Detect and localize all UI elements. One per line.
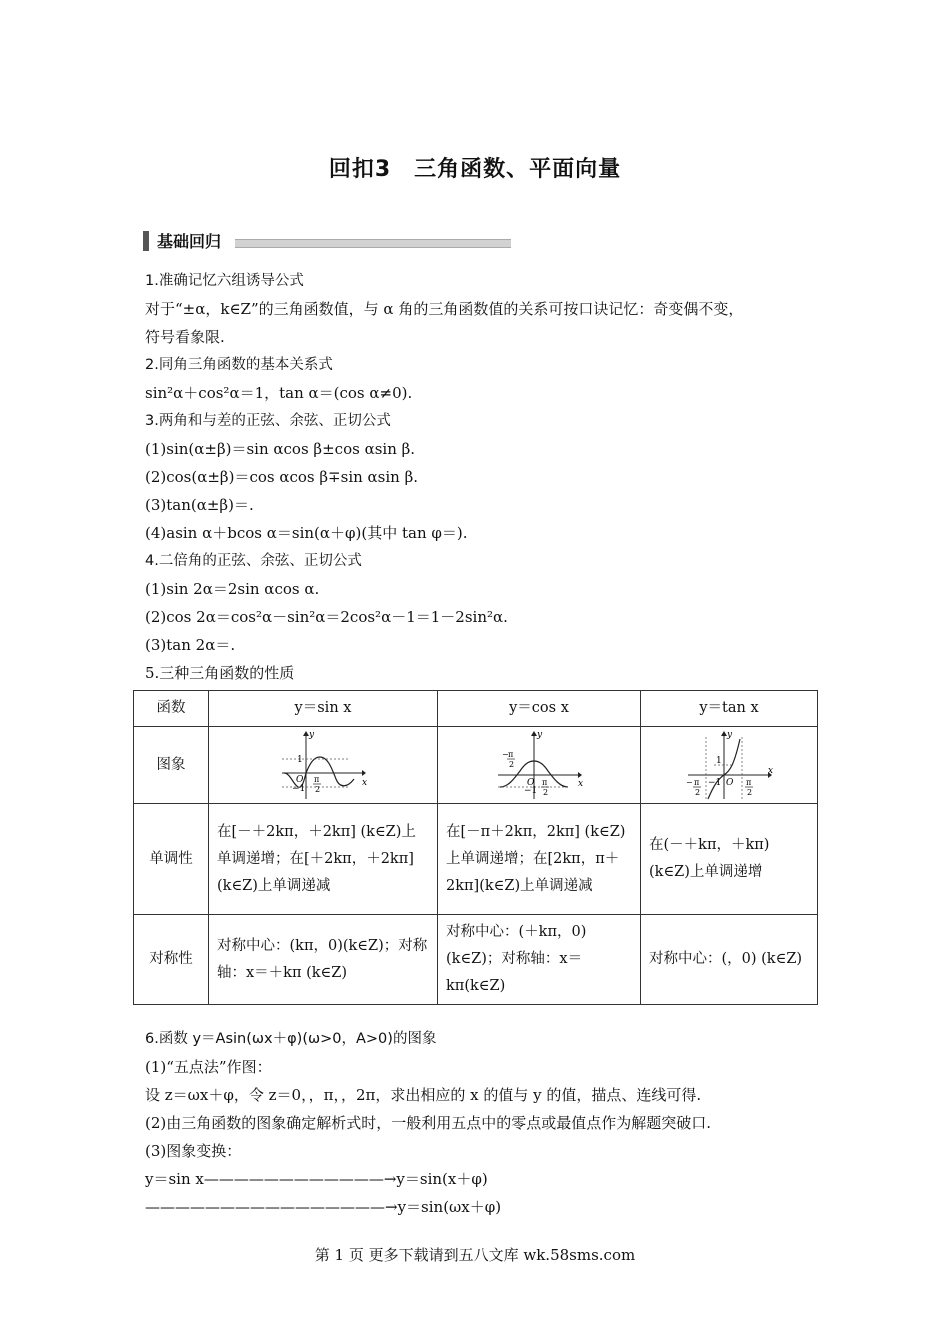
- tick-pi: π: [542, 778, 548, 787]
- formula-line: (4)asin α＋bcos α＝sin(α＋φ)(其中 tan φ＝).: [145, 524, 468, 542]
- x-axis-arrow: [362, 770, 366, 776]
- tick-one: 1: [716, 756, 722, 766]
- table-cell: 在[－＋2kπ，＋2kπ] (k∈Z)上单调递增；在[＋2kπ，＋2kπ] (k∈Z)上单调递减: [209, 804, 438, 915]
- text-line: (2)由三角函数的图象确定解析式时，一般利用五点中的零点或最值点作为解题突破口.: [145, 1114, 712, 1132]
- x-axis-arrow: [578, 772, 582, 778]
- section-title: 基础回归: [157, 232, 222, 251]
- text-line: (1)“五点法”作图：: [145, 1058, 272, 1076]
- trig-properties-table: [133, 690, 818, 1005]
- heading-3: 3.两角和与差的正弦、余弦、正切公式: [145, 413, 391, 429]
- y-label: y: [537, 730, 543, 740]
- heading-4: 4.二倍角的正弦、余弦、正切公式: [145, 553, 362, 569]
- table-cell: y＝cos x: [438, 691, 641, 727]
- section-rule: [235, 239, 511, 248]
- table-cell: 对称中心：(kπ，0)(k∈Z)；对称轴：x＝＋kπ (k∈Z): [209, 915, 438, 1005]
- table-cell: y＝sin x: [209, 691, 438, 727]
- formula-line: (1)sin 2α＝2sin αcos α.: [145, 580, 320, 598]
- transform-line: ————————————————→y＝sin(ωx＋φ): [145, 1198, 502, 1216]
- heading-6: 6.函数 y＝Asin(ωx＋φ)(ω>0，A>0)的图象: [145, 1031, 437, 1047]
- y-label: y: [309, 730, 315, 740]
- origin-label: O: [296, 775, 304, 785]
- tan-graph: [684, 729, 774, 801]
- tick-pi: π: [746, 778, 752, 787]
- formula-line: (3)tan(α±β)＝.: [145, 496, 254, 514]
- table-row-symmetry: [134, 915, 818, 1005]
- section-header: [143, 229, 511, 252]
- x-label: x: [768, 766, 774, 776]
- table-cell: 图象: [134, 727, 209, 804]
- heading-1: 1.准确记忆六组诱导公式: [145, 273, 304, 289]
- formula-line: sin²α＋cos²α＝1，tan α＝(cos α≠0).: [145, 384, 413, 402]
- formula-line: (2)cos(α±β)＝cos αcos β∓sin αsin β.: [145, 468, 419, 486]
- table-cell: 对称性: [134, 915, 209, 1005]
- table-cell: 单调性: [134, 804, 209, 915]
- text-line: 符号看象限.: [145, 328, 225, 346]
- tick-one: 1: [297, 755, 303, 765]
- tick-pi: π: [508, 750, 514, 759]
- table-cell: 对称中心：(，0) (k∈Z): [641, 915, 818, 1005]
- table-cell: y＝tan x: [641, 691, 818, 727]
- heading-5: 5.三种三角函数的性质: [145, 664, 295, 682]
- tick-pi: π: [694, 778, 700, 787]
- x-label: x: [362, 778, 368, 788]
- tick-neg-one: −1: [292, 784, 306, 794]
- formula-line: (2)cos 2α＝cos²α－sin²α＝2cos²α－1＝1－2sin²α.: [145, 608, 508, 626]
- tick-neg-one: −1: [524, 786, 538, 796]
- x-label: x: [578, 779, 584, 789]
- origin-label: O: [527, 778, 535, 788]
- heading-2: 2.同角三角函数的基本关系式: [145, 357, 333, 373]
- table-cell: 对称中心：(＋kπ，0) (k∈Z)；对称轴：x＝kπ(k∈Z): [438, 915, 641, 1005]
- tick-two: 2: [509, 760, 515, 769]
- table-cell: 在[－π＋2kπ，2kπ] (k∈Z)上单调递增；在[2kπ，π＋2kπ](k∈Z)上单调递减: [438, 804, 641, 915]
- text-line: (3)图象变换：: [145, 1142, 242, 1160]
- table-cell: 在(－＋kπ，＋kπ) (k∈Z)上单调递增: [641, 804, 818, 915]
- sin-graph-cell: [209, 727, 438, 804]
- cos-graph-cell: [438, 727, 641, 804]
- tick-minus: −: [502, 750, 509, 759]
- cos-graph: [494, 729, 584, 801]
- tick-pi: π: [314, 775, 320, 784]
- tick-two: 2: [315, 785, 321, 794]
- tick-two: 2: [543, 788, 549, 797]
- page-title: 回扣3 三角函数、平面向量: [328, 157, 622, 182]
- table-header-row: [134, 691, 818, 727]
- tick-two: 2: [747, 788, 753, 797]
- table-cell: 函数: [134, 691, 209, 727]
- table-row-graph: [134, 727, 818, 804]
- section-bar: [143, 231, 149, 251]
- sin-graph: [278, 729, 368, 801]
- table-row-monotonicity: [134, 804, 818, 915]
- text-line: 设 z＝ωx＋φ，令 z＝0，，π，，2π，求出相应的 x 的值与 y 的值，描点、连线可得.: [145, 1086, 702, 1104]
- tan-graph-cell: [641, 727, 818, 804]
- formula-line: (3)tan 2α＝.: [145, 636, 236, 654]
- origin-label: O: [726, 778, 734, 788]
- y-label: y: [727, 730, 733, 740]
- page-footer: 第 1 页 更多下载请到五八文库 wk.58sms.com: [314, 1246, 636, 1264]
- tick-neg-one: −1: [708, 778, 722, 788]
- transform-line: y＝sin x————————————→y＝sin(x＋φ): [145, 1170, 488, 1188]
- tick-two: 2: [695, 788, 701, 797]
- text-line: 对于“±α，k∈Z”的三角函数值，与 α 角的三角函数值的关系可按口诀记忆：奇变偶不变，: [145, 300, 744, 318]
- tick-minus: −: [686, 778, 693, 787]
- formula-line: (1)sin(α±β)＝sin αcos β±cos αsin β.: [145, 440, 416, 458]
